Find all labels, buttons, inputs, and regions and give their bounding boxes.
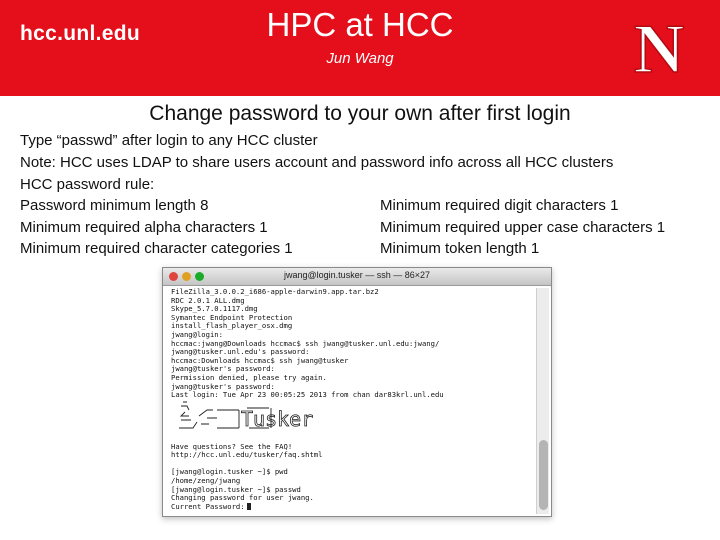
terminal-scrollbar[interactable] (536, 288, 549, 514)
terminal-cursor (247, 503, 251, 510)
terminal-line: install_flash_player_osx.dmg (171, 322, 293, 331)
terminal-line: Have questions? See the FAQ! (171, 442, 293, 451)
terminal-line: hccmac:Downloads hccmac$ ssh jwang@tusker (171, 356, 349, 365)
terminal-line: [jwang@login.tusker ~]$ passwd (171, 485, 301, 494)
terminal-line: Permission denied, please try again. (171, 373, 327, 382)
site-url: hcc.unl.edu (20, 22, 140, 45)
rule-min-digit: Minimum required digit characters 1 (380, 197, 619, 214)
terminal-title: jwang@login.tusker — ssh — 86×27 (284, 270, 430, 280)
slide-header (0, 0, 720, 96)
terminal-line: hccmac:jwang@Downloads hccmac$ ssh jwang@tusker.unl.edu:jwang/ (171, 339, 440, 348)
terminal-line: /home/zeng/jwang (171, 477, 241, 486)
logo-letter: N (633, 11, 685, 82)
intro-text: Type “passwd” after login to any HCC cluster (20, 132, 318, 149)
password-rule-title: HCC password rule: (20, 176, 155, 193)
rule-min-uppercase: Minimum required upper case characters 1 (380, 219, 666, 236)
terminal-line: jwang@tusker's password: (171, 365, 275, 374)
slide-title: HPC at HCC (266, 6, 454, 43)
presenter-name: Jun Wang (326, 50, 394, 67)
rule-min-length: Password minimum length 8 (20, 197, 209, 214)
terminal-line (171, 460, 529, 469)
terminal-line: jwang@tusker.unl.edu's password: (171, 348, 310, 357)
terminal-line: Changing password for user jwang. (171, 494, 314, 503)
terminal-prompt-text: Current Password: (171, 502, 245, 511)
terminal-line: jwang@tusker's password: (171, 382, 275, 391)
content-heading: Change password to your own after first login (149, 102, 571, 125)
rule-min-categories: Minimum required character categories 1 (20, 240, 293, 257)
terminal-titlebar[interactable] (163, 268, 551, 286)
terminal-line: RDC 2.0.1 ALL.dmg (171, 296, 245, 305)
rule-min-token: Minimum token length 1 (380, 240, 540, 257)
terminal-line: jwang@login: (171, 330, 223, 339)
tusker-ascii-banner (177, 398, 357, 436)
terminal-line: FileZilla_3.0.0.2_i686-apple-darwin9.app.tar.bz2 (171, 288, 379, 296)
rule-min-alpha: Minimum required alpha characters 1 (20, 219, 268, 236)
terminal-line: Symantec Endpoint Protection (171, 313, 293, 322)
scrollbar-thumb[interactable] (539, 440, 548, 510)
unl-n-logo-icon (622, 10, 696, 82)
terminal-window[interactable] (162, 267, 552, 517)
terminal-line: http://hcc.unl.edu/tusker/faq.shtml (171, 451, 323, 460)
terminal-line (171, 503, 529, 512)
terminal-line: [jwang@login.tusker ~]$ pwd (171, 468, 288, 477)
ldap-note: Note: HCC uses LDAP to share users account and password info across all HCC clusters (20, 154, 614, 171)
terminal-line: Last login: Tue Apr 23 00:05:25 2013 from chan dar83krl.unl.edu (171, 391, 444, 400)
terminal-line: Skype_5.7.0.1117.dmg (171, 305, 258, 314)
tusker-ascii-text: Tusker (241, 407, 314, 431)
